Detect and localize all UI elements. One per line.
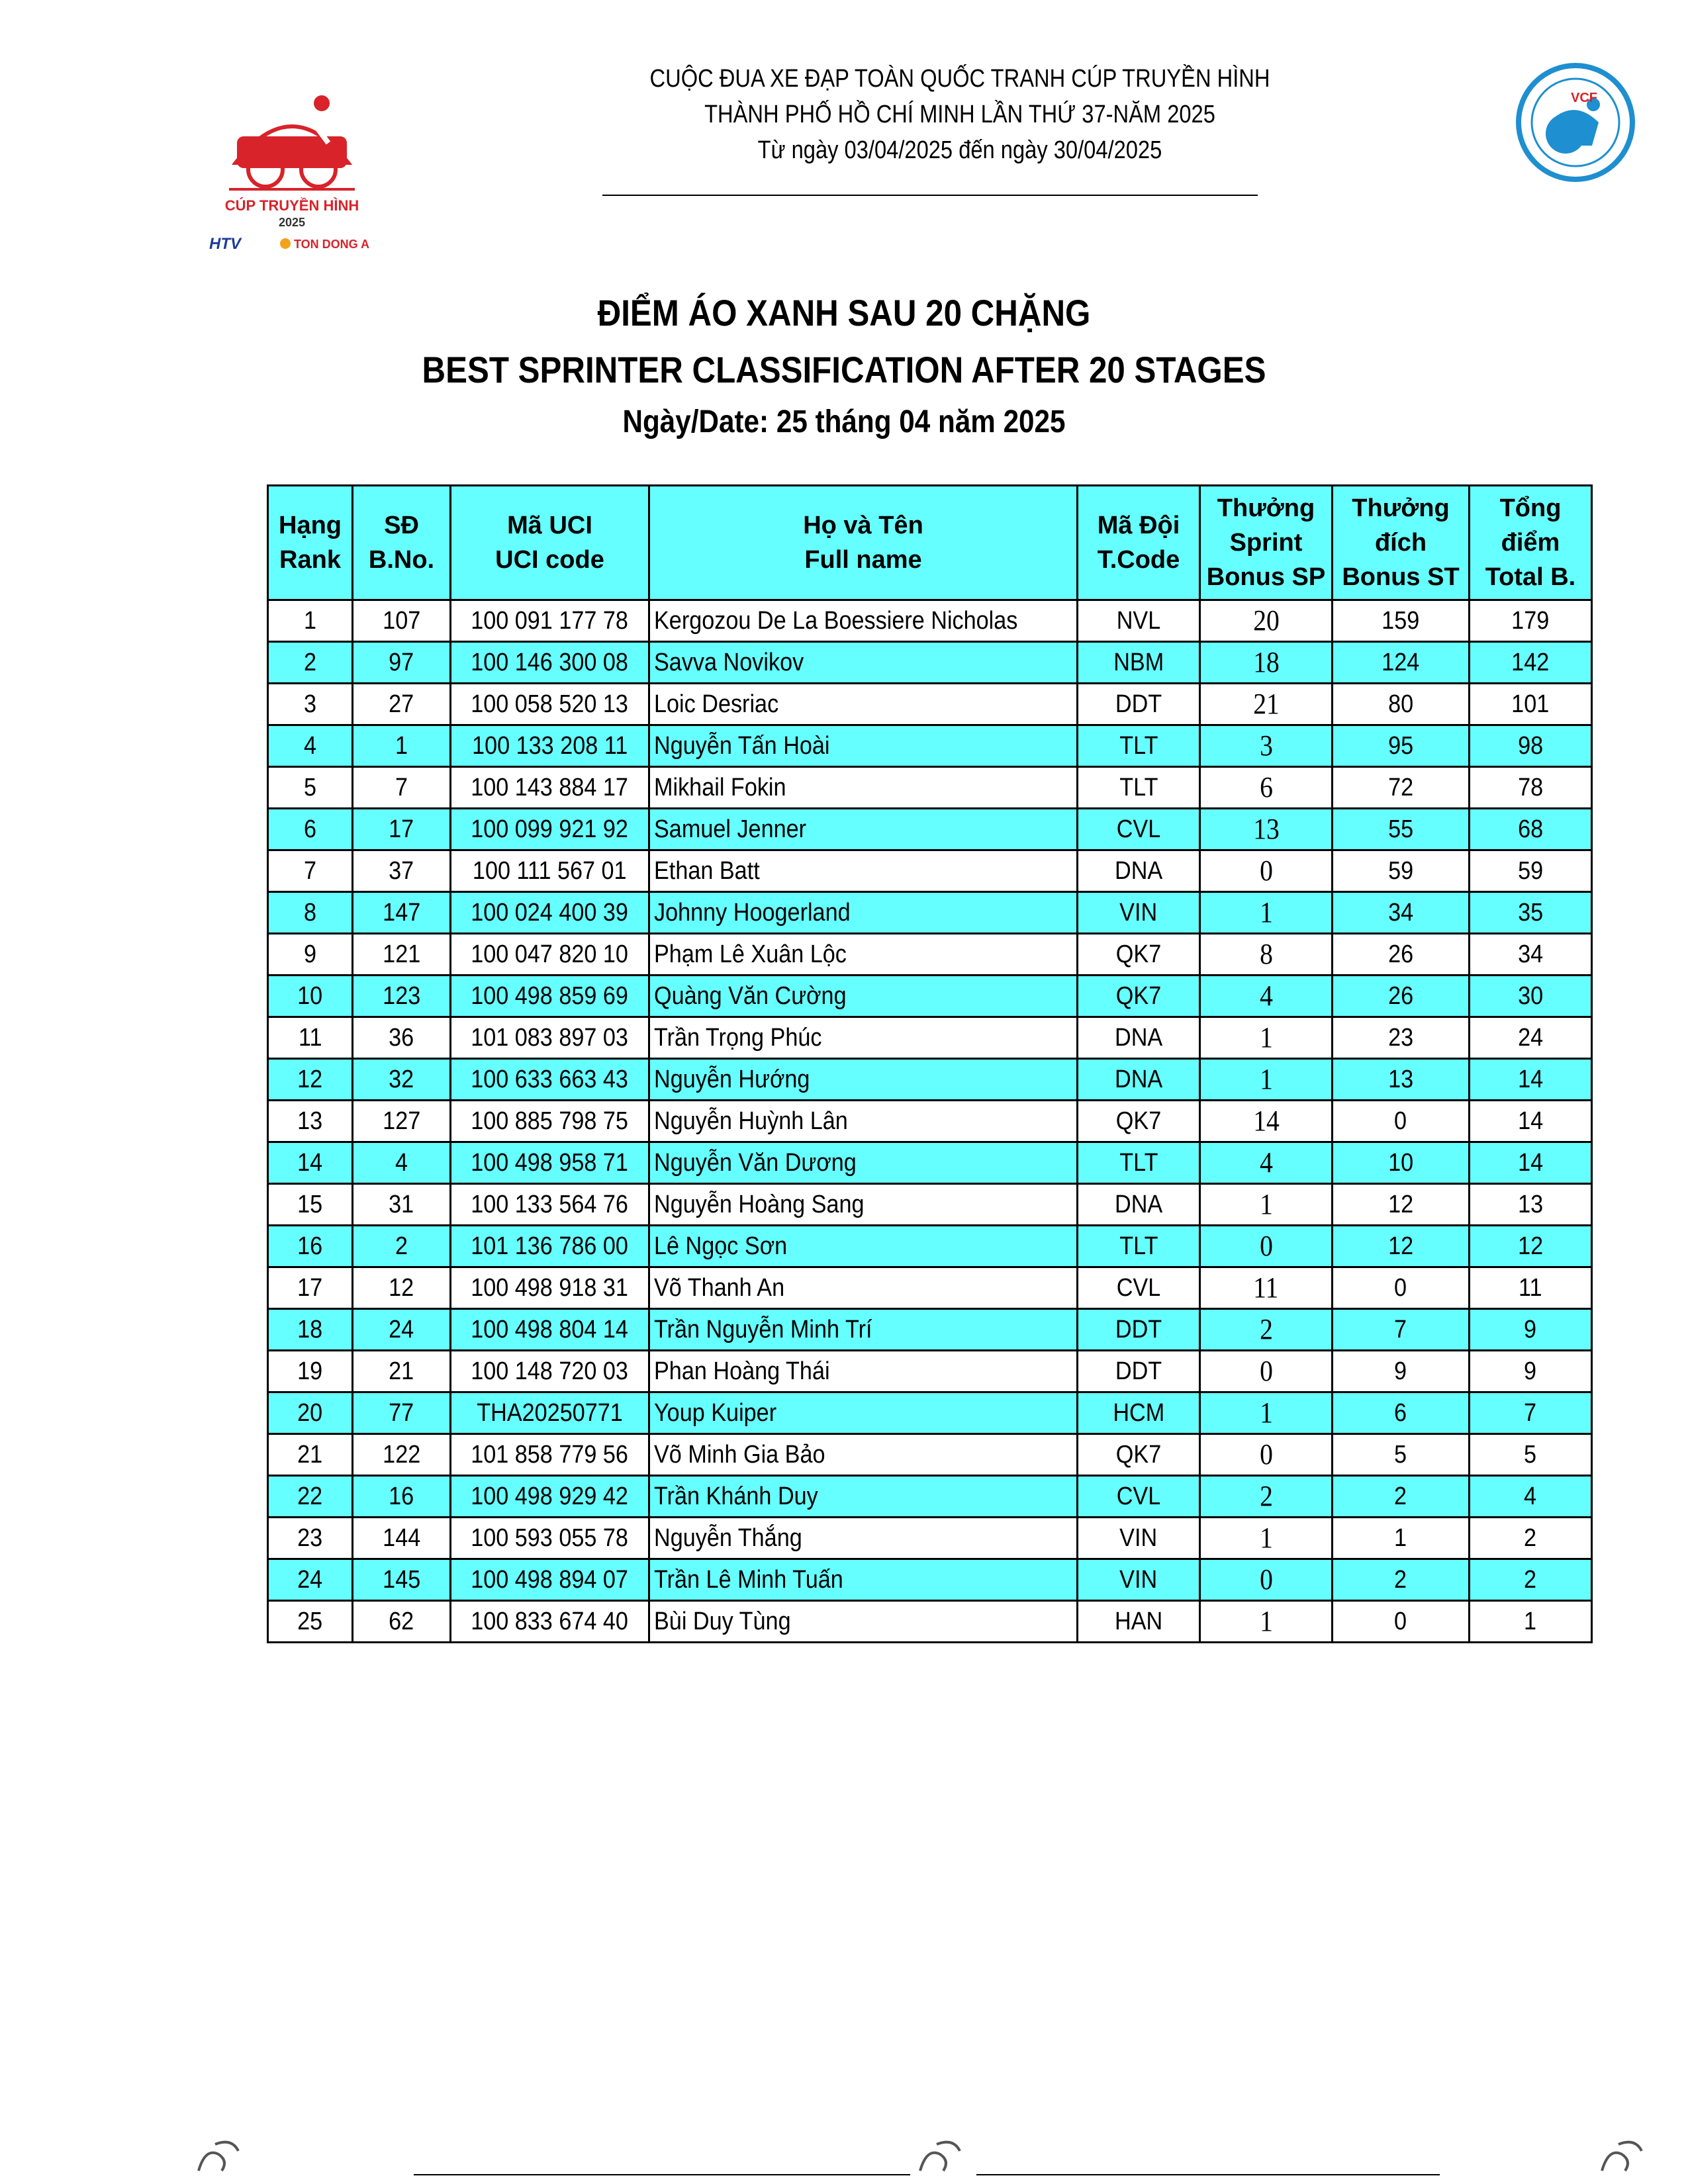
uci-code-cell: 100 498 804 14: [451, 1309, 649, 1351]
uci-code-cell: 100 498 894 07: [451, 1559, 649, 1601]
rank-cell: 24: [268, 1559, 353, 1601]
team-cell: QK7: [1078, 934, 1200, 976]
name-cell: Võ Minh Gia Bảo: [649, 1434, 1078, 1476]
rank-cell: 3: [268, 684, 353, 725]
team-cell: QK7: [1078, 1101, 1200, 1142]
total-cell: 24: [1470, 1017, 1592, 1059]
bib-cell: 127: [353, 1101, 451, 1142]
bib-cell: 4: [353, 1142, 451, 1184]
finish-bonus-cell: 0: [1333, 1101, 1470, 1142]
sprint-bonus-cell: 1: [1200, 892, 1333, 934]
table-row: [268, 1559, 1592, 1601]
team-cell: TLT: [1078, 1142, 1200, 1184]
total-cell: 59: [1470, 850, 1592, 892]
team-cell: DDT: [1078, 684, 1200, 725]
name-cell: Lê Ngọc Sơn: [649, 1226, 1078, 1267]
bib-cell: 24: [353, 1309, 451, 1351]
event-title-line2: THÀNH PHỐ HỒ CHÍ MINH LẦN THỨ 37-NĂM 2025: [704, 101, 1215, 128]
finish-bonus-cell: 72: [1333, 767, 1470, 809]
sprint-bonus-cell: 2: [1200, 1309, 1333, 1351]
team-cell: VIN: [1078, 1518, 1200, 1559]
team-cell: HAN: [1078, 1601, 1200, 1643]
finish-bonus-cell: 55: [1333, 809, 1470, 850]
rank-cell: 25: [268, 1601, 353, 1643]
sprint-bonus-cell: 1: [1200, 1184, 1333, 1226]
footer-rule-left: [414, 2174, 910, 2175]
svg-text:2025: 2025: [278, 216, 306, 229]
finish-bonus-cell: 26: [1333, 934, 1470, 976]
bib-cell: 62: [353, 1601, 451, 1643]
total-cell: 5: [1470, 1434, 1592, 1476]
uci-code-cell: 100 833 674 40: [451, 1601, 649, 1643]
finish-bonus-cell: 34: [1333, 892, 1470, 934]
cup-truyen-hinh-logo: [196, 64, 388, 255]
rank-cell: 1: [268, 600, 353, 642]
finish-bonus-cell: 7: [1333, 1309, 1470, 1351]
sprint-bonus-cell: 18: [1200, 642, 1333, 684]
total-cell: 2: [1470, 1559, 1592, 1601]
bib-cell: 32: [353, 1059, 451, 1101]
uci-code-cell: 101 136 786 00: [451, 1226, 649, 1267]
rank-cell: 6: [268, 809, 353, 850]
rank-cell: 8: [268, 892, 353, 934]
sprint-bonus-cell: 4: [1200, 1142, 1333, 1184]
finish-bonus-cell: 13: [1333, 1059, 1470, 1101]
svg-text:TON DONG A: TON DONG A: [294, 238, 370, 251]
table-row: [268, 1601, 1592, 1643]
team-cell: VIN: [1078, 892, 1200, 934]
sprint-bonus-cell: 2: [1200, 1476, 1333, 1518]
table-row: [268, 1059, 1592, 1101]
column-header-total-points: Tổng điểm Total B.: [1470, 486, 1592, 600]
sprint-bonus-cell: 1: [1200, 1059, 1333, 1101]
ssg-mark-icon: [914, 2134, 966, 2181]
rank-cell: 23: [268, 1518, 353, 1559]
title-en: BEST SPRINTER CLASSIFICATION AFTER 20 STAGES: [422, 349, 1266, 390]
bib-cell: 145: [353, 1559, 451, 1601]
sprint-bonus-cell: 1: [1200, 1392, 1333, 1434]
team-cell: DDT: [1078, 1351, 1200, 1392]
finish-bonus-cell: 0: [1333, 1267, 1470, 1309]
rank-cell: 22: [268, 1476, 353, 1518]
team-cell: TLT: [1078, 767, 1200, 809]
sprint-bonus-cell: 0: [1200, 1351, 1333, 1392]
team-cell: DNA: [1078, 1059, 1200, 1101]
finish-bonus-cell: 12: [1333, 1184, 1470, 1226]
rank-cell: 4: [268, 725, 353, 767]
table-row: [268, 1017, 1592, 1059]
total-cell: 1: [1470, 1601, 1592, 1643]
sprint-bonus-cell: 6: [1200, 767, 1333, 809]
name-cell: Quàng Văn Cường: [649, 976, 1078, 1017]
bib-cell: 31: [353, 1184, 451, 1226]
finish-bonus-cell: 12: [1333, 1226, 1470, 1267]
ssg-mark-icon: [1595, 2134, 1648, 2181]
sprint-bonus-cell: 20: [1200, 600, 1333, 642]
name-cell: Trần Nguyễn Minh Trí: [649, 1309, 1078, 1351]
finish-bonus-cell: 2: [1333, 1476, 1470, 1518]
uci-code-cell: 100 498 929 42: [451, 1476, 649, 1518]
name-cell: Nguyễn Hướng: [649, 1059, 1078, 1101]
table-row: [268, 1267, 1592, 1309]
finish-bonus-cell: 59: [1333, 850, 1470, 892]
rank-cell: 5: [268, 767, 353, 809]
bib-cell: 27: [353, 684, 451, 725]
uci-code-cell: 100 498 918 31: [451, 1267, 649, 1309]
total-cell: 14: [1470, 1142, 1592, 1184]
sprint-bonus-cell: 1: [1200, 1017, 1333, 1059]
name-cell: Ethan Batt: [649, 850, 1078, 892]
ssg-mark-icon: [192, 2134, 245, 2181]
total-cell: 142: [1470, 642, 1592, 684]
rank-cell: 17: [268, 1267, 353, 1309]
table-row: [268, 1476, 1592, 1518]
cyclist-logo-icon: [196, 64, 388, 255]
bib-cell: 12: [353, 1267, 451, 1309]
bib-cell: 122: [353, 1434, 451, 1476]
sprint-bonus-cell: 0: [1200, 850, 1333, 892]
event-header: [647, 61, 1273, 168]
total-cell: 14: [1470, 1101, 1592, 1142]
name-cell: Nguyễn Huỳnh Lân: [649, 1101, 1078, 1142]
title-vi: ĐIỂM ÁO XANH SAU 20 CHẶNG: [597, 292, 1091, 334]
finish-bonus-cell: 95: [1333, 725, 1470, 767]
uci-code-cell: 100 143 884 17: [451, 767, 649, 809]
table-row: [268, 1309, 1592, 1351]
total-cell: 68: [1470, 809, 1592, 850]
vcf-logo: [1513, 60, 1638, 185]
sprint-bonus-cell: 14: [1200, 1101, 1333, 1142]
uci-code-cell: 100 133 208 11: [451, 725, 649, 767]
rank-cell: 13: [268, 1101, 353, 1142]
team-cell: CVL: [1078, 1267, 1200, 1309]
team-cell: TLT: [1078, 725, 1200, 767]
name-cell: Mikhail Fokin: [649, 767, 1078, 809]
name-cell: Nguyễn Tấn Hoài: [649, 725, 1078, 767]
name-cell: Trần Lê Minh Tuấn: [649, 1559, 1078, 1601]
team-cell: CVL: [1078, 1476, 1200, 1518]
svg-text:VCF: VCF: [1571, 91, 1597, 105]
name-cell: Samuel Jenner: [649, 809, 1078, 850]
finish-bonus-cell: 10: [1333, 1142, 1470, 1184]
name-cell: Nguyễn Thắng: [649, 1518, 1078, 1559]
rank-cell: 2: [268, 642, 353, 684]
team-cell: DDT: [1078, 1309, 1200, 1351]
total-cell: 12: [1470, 1226, 1592, 1267]
rank-cell: 15: [268, 1184, 353, 1226]
team-cell: CVL: [1078, 809, 1200, 850]
table-row: [268, 684, 1592, 725]
uci-code-cell: 100 099 921 92: [451, 809, 649, 850]
finish-bonus-cell: 23: [1333, 1017, 1470, 1059]
column-header-full-name: Họ và Tên Full name: [649, 486, 1078, 600]
uci-code-cell: 100 024 400 39: [451, 892, 649, 934]
total-cell: 35: [1470, 892, 1592, 934]
name-cell: Savva Novikov: [649, 642, 1078, 684]
column-header-team-code: Mã Đội T.Code: [1078, 486, 1200, 600]
sprint-bonus-cell: 1: [1200, 1601, 1333, 1643]
rank-cell: 12: [268, 1059, 353, 1101]
name-cell: Kergozou De La Boessiere Nicholas: [649, 600, 1078, 642]
total-cell: 101: [1470, 684, 1592, 725]
bib-cell: 7: [353, 767, 451, 809]
bib-cell: 2: [353, 1226, 451, 1267]
uci-code-cell: 100 091 177 78: [451, 600, 649, 642]
table-row: [268, 1518, 1592, 1559]
table-row: [268, 1351, 1592, 1392]
total-cell: 7: [1470, 1392, 1592, 1434]
page-footer: [0, 2134, 1688, 2181]
table-row: [268, 1142, 1592, 1184]
team-cell: DNA: [1078, 1017, 1200, 1059]
team-cell: NVL: [1078, 600, 1200, 642]
name-cell: Trần Trọng Phúc: [649, 1017, 1078, 1059]
bib-cell: 147: [353, 892, 451, 934]
name-cell: Nguyễn Văn Dương: [649, 1142, 1078, 1184]
finish-bonus-cell: 6: [1333, 1392, 1470, 1434]
uci-code-cell: 100 498 859 69: [451, 976, 649, 1017]
bib-cell: 21: [353, 1351, 451, 1392]
event-dates: Từ ngày 03/04/2025 đến ngày 30/04/2025: [757, 136, 1162, 164]
total-cell: 13: [1470, 1184, 1592, 1226]
rank-cell: 19: [268, 1351, 353, 1392]
bib-cell: 1: [353, 725, 451, 767]
uci-code-cell: 100 146 300 08: [451, 642, 649, 684]
bib-cell: 123: [353, 976, 451, 1017]
uci-code-cell: 100 885 798 75: [451, 1101, 649, 1142]
total-cell: 98: [1470, 725, 1592, 767]
bib-cell: 36: [353, 1017, 451, 1059]
table-row: [268, 767, 1592, 809]
bib-cell: 17: [353, 809, 451, 850]
sprint-bonus-cell: 8: [1200, 934, 1333, 976]
team-cell: TLT: [1078, 1226, 1200, 1267]
table-row: [268, 1434, 1592, 1476]
bib-cell: 121: [353, 934, 451, 976]
total-cell: 4: [1470, 1476, 1592, 1518]
total-cell: 9: [1470, 1351, 1592, 1392]
bib-cell: 37: [353, 850, 451, 892]
team-cell: QK7: [1078, 1434, 1200, 1476]
rank-cell: 20: [268, 1392, 353, 1434]
team-cell: HCM: [1078, 1392, 1200, 1434]
name-cell: Youp Kuiper: [649, 1392, 1078, 1434]
table-row: [268, 976, 1592, 1017]
uci-code-cell: 101 083 897 03: [451, 1017, 649, 1059]
total-cell: 14: [1470, 1059, 1592, 1101]
bib-cell: 16: [353, 1476, 451, 1518]
uci-code-cell: 100 047 820 10: [451, 934, 649, 976]
table-row: [268, 1226, 1592, 1267]
uci-code-cell: 100 498 958 71: [451, 1142, 649, 1184]
uci-code-cell: THA20250771: [451, 1392, 649, 1434]
total-cell: 30: [1470, 976, 1592, 1017]
column-header-rank: Hạng Rank: [268, 486, 353, 600]
rank-cell: 18: [268, 1309, 353, 1351]
table-row: [268, 934, 1592, 976]
rank-cell: 16: [268, 1226, 353, 1267]
footer-rule-right: [976, 2174, 1440, 2175]
column-header-sprint-bonus: Thưởng Sprint Bonus SP: [1200, 486, 1333, 600]
uci-code-cell: 100 058 520 13: [451, 684, 649, 725]
sprint-bonus-cell: 0: [1200, 1559, 1333, 1601]
finish-bonus-cell: 80: [1333, 684, 1470, 725]
uci-code-cell: 100 633 663 43: [451, 1059, 649, 1101]
svg-text:HTV: HTV: [209, 235, 241, 253]
total-cell: 9: [1470, 1309, 1592, 1351]
total-cell: 78: [1470, 767, 1592, 809]
finish-bonus-cell: 9: [1333, 1351, 1470, 1392]
total-cell: 34: [1470, 934, 1592, 976]
table-row: [268, 809, 1592, 850]
title-date: Ngày/Date: 25 tháng 04 năm 2025: [622, 404, 1066, 439]
table-row: [268, 1184, 1592, 1226]
total-cell: 179: [1470, 600, 1592, 642]
name-cell: Johnny Hoogerland: [649, 892, 1078, 934]
rank-cell: 7: [268, 850, 353, 892]
column-header-uci-code: Mã UCI UCI code: [451, 486, 649, 600]
uci-code-cell: 100 593 055 78: [451, 1518, 649, 1559]
column-header-bib-number: SĐ B.No.: [353, 486, 451, 600]
finish-bonus-cell: 26: [1333, 976, 1470, 1017]
table-row: [268, 1101, 1592, 1142]
sprint-bonus-cell: 21: [1200, 684, 1333, 725]
sprinter-classification-table: [267, 484, 1593, 1643]
name-cell: Bùi Duy Tùng: [649, 1601, 1078, 1643]
finish-bonus-cell: 1: [1333, 1518, 1470, 1559]
uci-code-cell: 100 148 720 03: [451, 1351, 649, 1392]
team-cell: DNA: [1078, 850, 1200, 892]
uci-code-cell: 101 858 779 56: [451, 1434, 649, 1476]
total-cell: 2: [1470, 1518, 1592, 1559]
sprint-bonus-cell: 0: [1200, 1434, 1333, 1476]
team-cell: QK7: [1078, 976, 1200, 1017]
table-body: [268, 600, 1592, 1643]
rank-cell: 10: [268, 976, 353, 1017]
sprint-bonus-cell: 1: [1200, 1518, 1333, 1559]
table-header-row: [268, 486, 1592, 600]
bib-cell: 144: [353, 1518, 451, 1559]
sprint-bonus-cell: 13: [1200, 809, 1333, 850]
finish-bonus-cell: 2: [1333, 1559, 1470, 1601]
finish-bonus-cell: 124: [1333, 642, 1470, 684]
sprint-bonus-cell: 3: [1200, 725, 1333, 767]
bib-cell: 107: [353, 600, 451, 642]
table-row: [268, 725, 1592, 767]
team-cell: VIN: [1078, 1559, 1200, 1601]
table-row: [268, 600, 1592, 642]
table-row: [268, 850, 1592, 892]
rank-cell: 21: [268, 1434, 353, 1476]
name-cell: Phạm Lê Xuân Lộc: [649, 934, 1078, 976]
total-cell: 11: [1470, 1267, 1592, 1309]
vcf-cyclist-badge-icon: [1513, 60, 1638, 185]
column-header-finish-bonus: Thưởng đích Bonus ST: [1333, 486, 1470, 600]
name-cell: Loic Desriac: [649, 684, 1078, 725]
uci-code-cell: 100 133 564 76: [451, 1184, 649, 1226]
team-cell: NBM: [1078, 642, 1200, 684]
event-title-line1: CUỘC ĐUA XE ĐẠP TOÀN QUỐC TRANH CÚP TRUYỀN HÌNH: [649, 65, 1270, 93]
finish-bonus-cell: 159: [1333, 600, 1470, 642]
table-row: [268, 1392, 1592, 1434]
sprint-bonus-cell: 0: [1200, 1226, 1333, 1267]
name-cell: Võ Thanh An: [649, 1267, 1078, 1309]
rank-cell: 11: [268, 1017, 353, 1059]
finish-bonus-cell: 0: [1333, 1601, 1470, 1643]
name-cell: Nguyễn Hoàng Sang: [649, 1184, 1078, 1226]
name-cell: Trần Khánh Duy: [649, 1476, 1078, 1518]
finish-bonus-cell: 5: [1333, 1434, 1470, 1476]
team-cell: DNA: [1078, 1184, 1200, 1226]
rank-cell: 14: [268, 1142, 353, 1184]
sprint-bonus-cell: 4: [1200, 976, 1333, 1017]
uci-code-cell: 100 111 567 01: [451, 850, 649, 892]
rank-cell: 9: [268, 934, 353, 976]
name-cell: Phan Hoàng Thái: [649, 1351, 1078, 1392]
bib-cell: 97: [353, 642, 451, 684]
svg-text:CÚP TRUYỀN HÌNH: CÚP TRUYỀN HÌNH: [224, 197, 359, 214]
table-row: [268, 892, 1592, 934]
sprint-bonus-cell: 11: [1200, 1267, 1333, 1309]
header-divider: [602, 195, 1258, 196]
table-row: [268, 642, 1592, 684]
bib-cell: 77: [353, 1392, 451, 1434]
